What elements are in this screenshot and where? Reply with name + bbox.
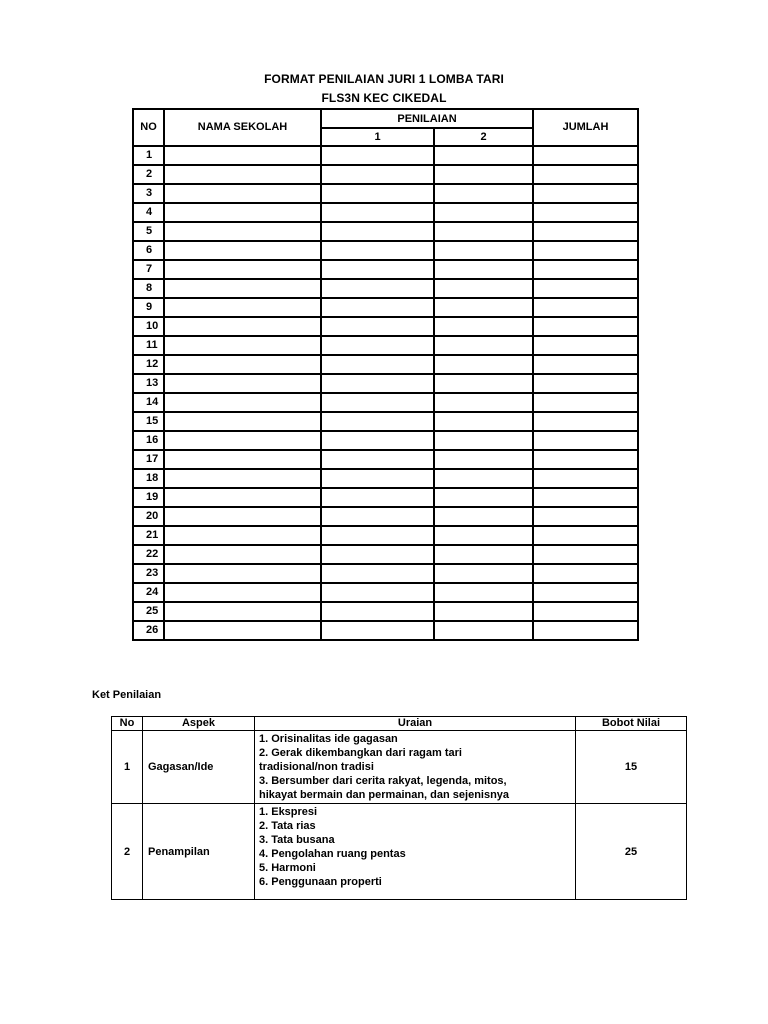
criteria-uraian (255, 804, 576, 900)
penilaian-2-cell[interactable] (434, 564, 533, 583)
row-number: 10 (133, 317, 164, 336)
nama-sekolah-cell[interactable] (164, 621, 321, 640)
penilaian-1-cell[interactable] (321, 317, 434, 336)
penilaian-1-cell[interactable] (321, 621, 434, 640)
penilaian-1-cell[interactable] (321, 450, 434, 469)
criteria-header-uraian: Uraian (255, 717, 576, 731)
penilaian-2-cell[interactable] (434, 165, 533, 184)
penilaian-2-cell[interactable] (434, 146, 533, 165)
score-row (133, 241, 638, 260)
nama-sekolah-cell[interactable] (164, 526, 321, 545)
score-row (133, 260, 638, 279)
nama-sekolah-cell[interactable] (164, 336, 321, 355)
row-number: 20 (133, 507, 164, 526)
score-row (133, 621, 638, 640)
jumlah-cell[interactable] (533, 507, 638, 526)
score-row (133, 545, 638, 564)
nama-sekolah-cell[interactable] (164, 184, 321, 203)
row-number: 14 (133, 393, 164, 412)
uraian-line: hikayat bermain dan permainan, dan sejenisnya (259, 789, 510, 801)
penilaian-2-cell[interactable] (434, 393, 533, 412)
nama-sekolah-cell[interactable] (164, 393, 321, 412)
uraian-line: 5. Harmoni (259, 862, 316, 874)
penilaian-2-cell[interactable] (434, 279, 533, 298)
ket-penilaian-label: Ket Penilaian (92, 689, 162, 701)
jumlah-cell[interactable] (533, 602, 638, 621)
row-number: 3 (133, 184, 164, 203)
penilaian-2-cell[interactable] (434, 602, 533, 621)
penilaian-1-cell[interactable] (321, 431, 434, 450)
penilaian-2-cell[interactable] (434, 317, 533, 336)
criteria-bobot: 25 (576, 804, 687, 900)
nama-sekolah-cell[interactable] (164, 583, 321, 602)
jumlah-cell[interactable] (533, 374, 638, 393)
row-number: 9 (133, 298, 164, 317)
penilaian-2-cell[interactable] (434, 374, 533, 393)
penilaian-1-cell[interactable] (321, 564, 434, 583)
row-number: 23 (133, 564, 164, 583)
uraian-line: 2. Gerak dikembangkan dari ragam tari (259, 747, 462, 759)
score-row (133, 431, 638, 450)
jumlah-cell[interactable] (533, 488, 638, 507)
nama-sekolah-cell[interactable] (164, 412, 321, 431)
score-row (133, 203, 638, 222)
penilaian-1-cell[interactable] (321, 298, 434, 317)
nama-sekolah-cell[interactable] (164, 241, 321, 260)
jumlah-cell[interactable] (533, 583, 638, 602)
uraian-line: 4. Pengolahan ruang pentas (259, 848, 406, 860)
criteria-bobot: 15 (576, 731, 687, 804)
criteria-table (111, 716, 687, 900)
jumlah-cell[interactable] (533, 564, 638, 583)
penilaian-2-cell[interactable] (434, 488, 533, 507)
score-row (133, 583, 638, 602)
penilaian-2-cell[interactable] (434, 355, 533, 374)
penilaian-1-cell[interactable] (321, 374, 434, 393)
row-number: 2 (133, 165, 164, 184)
criteria-header-bobot: Bobot Nilai (576, 717, 687, 731)
uraian-line: 2. Tata rias (259, 820, 316, 832)
row-number: 25 (133, 602, 164, 621)
jumlah-cell[interactable] (533, 146, 638, 165)
jumlah-cell[interactable] (533, 545, 638, 564)
jumlah-cell[interactable] (533, 450, 638, 469)
jumlah-cell[interactable] (533, 203, 638, 222)
penilaian-2-cell[interactable] (434, 412, 533, 431)
penilaian-2-cell[interactable] (434, 184, 533, 203)
row-number: 6 (133, 241, 164, 260)
score-row (133, 165, 638, 184)
penilaian-2-cell[interactable] (434, 298, 533, 317)
criteria-no: 2 (112, 804, 143, 900)
penilaian-1-cell[interactable] (321, 203, 434, 222)
nama-sekolah-cell[interactable] (164, 564, 321, 583)
criteria-aspek: Penampilan (143, 804, 255, 900)
penilaian-1-cell[interactable] (321, 355, 434, 374)
criteria-header-no: No (112, 717, 143, 731)
penilaian-1-cell[interactable] (321, 260, 434, 279)
criteria-uraian (255, 731, 576, 804)
score-row (133, 374, 638, 393)
uraian-line: tradisional/non tradisi (259, 761, 374, 773)
row-number: 4 (133, 203, 164, 222)
score-table (132, 108, 639, 641)
nama-sekolah-cell[interactable] (164, 260, 321, 279)
nama-sekolah-cell[interactable] (164, 507, 321, 526)
nama-sekolah-cell[interactable] (164, 165, 321, 184)
nama-sekolah-cell[interactable] (164, 374, 321, 393)
score-row (133, 317, 638, 336)
row-number: 5 (133, 222, 164, 241)
score-row (133, 298, 638, 317)
row-number: 26 (133, 621, 164, 640)
header-penilaian: PENILAIAN (321, 109, 533, 128)
header-no: NO (133, 109, 164, 146)
jumlah-cell[interactable] (533, 222, 638, 241)
jumlah-cell[interactable] (533, 393, 638, 412)
jumlah-cell[interactable] (533, 317, 638, 336)
penilaian-1-cell[interactable] (321, 222, 434, 241)
jumlah-cell[interactable] (533, 260, 638, 279)
nama-sekolah-cell[interactable] (164, 146, 321, 165)
penilaian-2-cell[interactable] (434, 241, 533, 260)
score-row (133, 507, 638, 526)
row-number: 16 (133, 431, 164, 450)
penilaian-2-cell[interactable] (434, 526, 533, 545)
nama-sekolah-cell[interactable] (164, 469, 321, 488)
score-row (133, 393, 638, 412)
jumlah-cell[interactable] (533, 184, 638, 203)
nama-sekolah-cell[interactable] (164, 222, 321, 241)
penilaian-1-cell[interactable] (321, 393, 434, 412)
row-number: 21 (133, 526, 164, 545)
score-row (133, 146, 638, 165)
score-row (133, 602, 638, 621)
penilaian-1-cell[interactable] (321, 184, 434, 203)
uraian-line: 1. Orisinalitas ide gagasan (259, 733, 398, 745)
criteria-row (112, 731, 687, 804)
penilaian-2-cell[interactable] (434, 336, 533, 355)
nama-sekolah-cell[interactable] (164, 298, 321, 317)
row-number: 8 (133, 279, 164, 298)
nama-sekolah-cell[interactable] (164, 203, 321, 222)
score-row (133, 222, 638, 241)
penilaian-2-cell[interactable] (434, 545, 533, 564)
nama-sekolah-cell[interactable] (164, 279, 321, 298)
uraian-line: 3. Tata busana (259, 834, 335, 846)
penilaian-1-cell[interactable] (321, 583, 434, 602)
uraian-line: 6. Penggunaan properti (259, 876, 382, 888)
penilaian-2-cell[interactable] (434, 203, 533, 222)
uraian-line: 3. Bersumber dari cerita rakyat, legenda, mitos, (259, 775, 507, 787)
jumlah-cell[interactable] (533, 469, 638, 488)
row-number: 17 (133, 450, 164, 469)
nama-sekolah-cell[interactable] (164, 545, 321, 564)
row-number: 24 (133, 583, 164, 602)
form-subtitle: FLS3N KEC CIKEDAL (321, 91, 447, 105)
penilaian-1-cell[interactable] (321, 336, 434, 355)
row-number: 19 (133, 488, 164, 507)
jumlah-cell[interactable] (533, 241, 638, 260)
penilaian-2-cell[interactable] (434, 222, 533, 241)
penilaian-1-cell[interactable] (321, 412, 434, 431)
criteria-header-aspek: Aspek (143, 717, 255, 731)
uraian-line: 1. Ekspresi (259, 806, 318, 818)
penilaian-2-cell[interactable] (434, 583, 533, 602)
nama-sekolah-cell[interactable] (164, 602, 321, 621)
score-row (133, 355, 638, 374)
penilaian-1-cell[interactable] (321, 241, 434, 260)
row-number: 7 (133, 260, 164, 279)
score-row (133, 564, 638, 583)
jumlah-cell[interactable] (533, 279, 638, 298)
jumlah-cell[interactable] (533, 526, 638, 545)
score-row (133, 488, 638, 507)
row-number: 15 (133, 412, 164, 431)
header-penilaian-1: 1 (321, 128, 434, 146)
header-penilaian-2: 2 (434, 128, 533, 146)
row-number: 13 (133, 374, 164, 393)
penilaian-2-cell[interactable] (434, 260, 533, 279)
penilaian-1-cell[interactable] (321, 146, 434, 165)
nama-sekolah-cell[interactable] (164, 450, 321, 469)
row-number: 12 (133, 355, 164, 374)
nama-sekolah-cell[interactable] (164, 431, 321, 450)
penilaian-1-cell[interactable] (321, 488, 434, 507)
nama-sekolah-cell[interactable] (164, 488, 321, 507)
score-row (133, 412, 638, 431)
penilaian-1-cell[interactable] (321, 469, 434, 488)
form-title: FORMAT PENILAIAN JURI 1 LOMBA TARI (264, 72, 504, 86)
header-nama-sekolah: NAMA SEKOLAH (164, 109, 321, 146)
penilaian-2-cell[interactable] (434, 450, 533, 469)
criteria-row (112, 804, 687, 900)
nama-sekolah-cell[interactable] (164, 355, 321, 374)
score-row (133, 279, 638, 298)
criteria-no: 1 (112, 731, 143, 804)
penilaian-2-cell[interactable] (434, 621, 533, 640)
row-number: 11 (133, 336, 164, 355)
penilaian-1-cell[interactable] (321, 602, 434, 621)
jumlah-cell[interactable] (533, 621, 638, 640)
jumlah-cell[interactable] (533, 412, 638, 431)
penilaian-2-cell[interactable] (434, 507, 533, 526)
row-number: 1 (133, 146, 164, 165)
jumlah-cell[interactable] (533, 165, 638, 184)
criteria-aspek: Gagasan/Ide (143, 731, 255, 804)
penilaian-2-cell[interactable] (434, 469, 533, 488)
penilaian-1-cell[interactable] (321, 526, 434, 545)
penilaian-1-cell[interactable] (321, 165, 434, 184)
row-number: 18 (133, 469, 164, 488)
score-row (133, 469, 638, 488)
penilaian-2-cell[interactable] (434, 431, 533, 450)
nama-sekolah-cell[interactable] (164, 317, 321, 336)
score-row (133, 184, 638, 203)
header-jumlah: JUMLAH (533, 109, 638, 146)
penilaian-1-cell[interactable] (321, 507, 434, 526)
score-row (133, 526, 638, 545)
score-row (133, 336, 638, 355)
jumlah-cell[interactable] (533, 431, 638, 450)
jumlah-cell[interactable] (533, 355, 638, 374)
jumlah-cell[interactable] (533, 336, 638, 355)
jumlah-cell[interactable] (533, 298, 638, 317)
penilaian-1-cell[interactable] (321, 545, 434, 564)
score-row (133, 450, 638, 469)
penilaian-1-cell[interactable] (321, 279, 434, 298)
row-number: 22 (133, 545, 164, 564)
